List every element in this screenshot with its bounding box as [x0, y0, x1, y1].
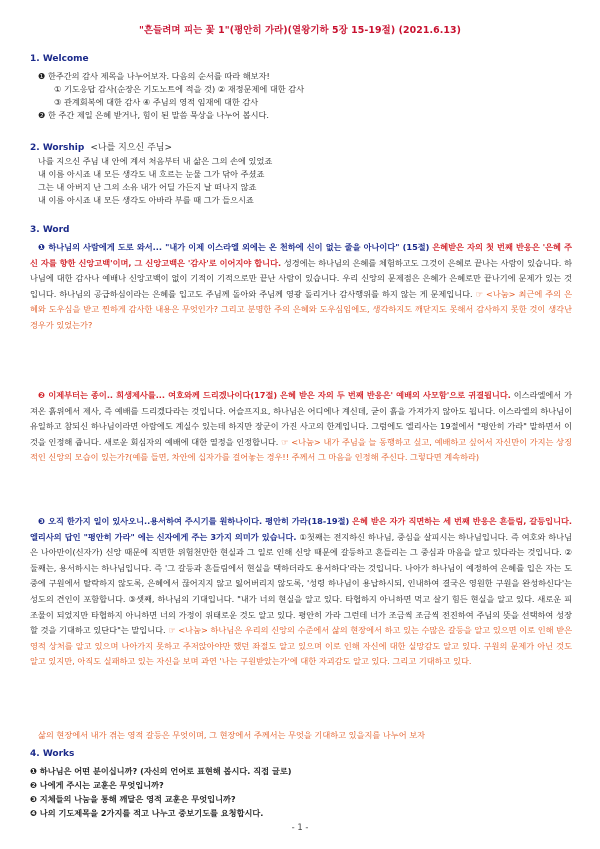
worship-lyric-3: 그는 내 아버지 난 그의 소유 내가 어딜 가든지 날 떠나지 않죠	[38, 182, 257, 192]
word-point-3-lead2: 은혜 받은 자가 직면하는 세 번째 반응은 흔들림, 갈등입니다.	[352, 516, 572, 526]
works-item-2: ❷ 나에게 주시는 교훈은 무엇입니까?	[30, 780, 164, 790]
word-point-1-highlight: '은혜 주신 자를 향한 신앙고백'이며, 그 신앙고백은 '감사'로 이어지야 합니다.	[30, 242, 573, 268]
welcome-line-3: ③ 관계회복에 대한 감사 ④ 주님의 영적 임재에 대한 감사	[54, 97, 259, 107]
page-number: - 1 -	[291, 822, 309, 832]
word-point-1-share: ☞ <나눔> 최근에 주의 은혜와 도우심을 받고 찐하게 감사한 내용은 무엇인가? 그리고 분명한 주의 은혜와 도우심임에도, 생각하지도 깨닫지도 못해서 감사하지 못한 것이 생각난 경우가 있었는가?	[30, 288, 572, 330]
worship-heading-text: 2. Worship	[30, 143, 85, 153]
works-item-1: ❶ 하나님은 어떤 분이십니까? (자신의 언어로 표현해 봅시다. 직접 글로)	[30, 766, 292, 776]
word-final-question: 삶의 현장에서 내가 겪는 영적 갈등은 무엇이며, 그 현장에서 주께서는 무엇을 기대하고 있을지를 나누어 보자	[38, 730, 426, 740]
worship-lyric-4: 내 이름 아시죠 내 모든 생각도 아바라 부를 때 그가 들으시죠	[38, 195, 254, 205]
word-point-2	[30, 388, 572, 466]
worship-lyric-1: 나를 지으신 주님 내 안에 계셔 처음부터 내 삶은 그의 손에 있었죠	[38, 156, 273, 166]
word-point-2-highlight: 은혜 받은 자의 두 번째 반응은' 예배의 사모함'으로 귀결됩니다.	[280, 390, 511, 400]
word-point-3-meaning: 엘리사의 답인 "평안히 가라" 에는 신자에게 주는 3가지 의미가 있습니다.	[30, 531, 297, 542]
word-point-1-body: 성경에는 하나님의 은혜를 체험하고도 그것이 은혜로 끝나는 사람이 있습니다. 하나님에 대한 감사나 예배나 신앙고백이 없이 기적이 기적으로만 끝난 사람이 있습니다. 우리 신앙의 문제점은 은혜가 은혜로만 끝나기에 문제가 있는 것입니다. 하나님의 공급하심이라는 은혜를 입고도 주님께 돌아와 주님께 영광 돌리거나 감사행위를 하지 않는 게 문제입니다.	[30, 257, 573, 299]
word-point-3	[30, 514, 572, 670]
word-point-1-lead: ❶ 하나님의 사람에게 도로 와서... "내가 이제 이스라엘 외에는 온 천하에 신이 없는 줄을 아나이다" (15절)	[38, 242, 430, 252]
welcome-line-4: ❷ 한 주간 제일 은혜 받거나, 힘이 된 말씀 묵상을 나누어 봅시다.	[38, 110, 269, 120]
worship-heading	[30, 140, 172, 153]
word-point-1	[30, 240, 572, 334]
works-item-3: ❸ 지체들의 나눔을 통해 깨달은 영적 교훈은 무엇입니까?	[30, 794, 236, 804]
word-point-2-share: ☞ <나눔> 내가 주님을 늘 동행하고 싶고, 예배하고 싶어서 자신만이 가지는 상징적인 신앙의 모습이 있는가?(예를 들면, 차안에 십자가를 걸어놓는 경우!! 주께서 그 마음을 인정해 주신다. 그렇다면 계속하라)	[30, 436, 573, 463]
page-title: "흔들려며 피는 꽃 1"(평안히 가라)(열왕기하 5장 15-19절) (2021.6.13)	[138, 25, 462, 36]
word-point-2-body: 이스라엘에서 가져온 흙위에서 제사, 즉 예배를 드리겠다라는 것입니다. 어슬프지요, 하나님은 어디에나 계신데, 굳이 흙을 가져가지 않아도 됩니다. 이스라엘의 하나님이 유일하고 참되신 하나님이라면 아람에도 계실수 있는데 하지만 장군이 가진 사고의 한계입니다. 그럼에도 엘리사는 19절에서 "평안히 가라" 말하면서 이것을 인정해 줍니다. 새로운 회심자의 예배에 대한 열정을 인정합니다.	[30, 390, 572, 447]
works-heading: 4. Works	[30, 749, 75, 759]
worship-lyric-2: 내 이름 아시죠 내 모든 생각도 내 흐르는 눈물 그가 닦아 주셨죠	[38, 169, 265, 179]
word-point-3-lead: ❸ 오직 한가지 일이 있사오니..용서하여 주시기를 원하나이다. 평안히 가라(18-19절)	[38, 516, 350, 526]
works-item-4: ❹ 나의 기도제목을 2가지를 적고 나누고 중보기도를 요청합시다.	[30, 808, 264, 818]
welcome-heading: 1. Welcome	[30, 54, 89, 64]
word-point-3-body: ①첫째는 전지하신 하나님, 중심을 살피시는 하나님입니다. 즉 여호와 하나님은 나아만이(신자가) 신앙 때문에 직면한 위험천만한 현실과 그 일로 인해 신앙 때문에 갈등하고 흔들리는 그 중심과 마음을 알고 있다라는 것입니다. ②둘째는, 용서하시는 하나님입니다. 즉 '그 갈등과 흔들림에서 현실을 택하더라도 용서하다'라는 것입니다. 나아가 하나님이 예정하여 은혜를 입은 자는 도중에 구원에서 탈락하지 않도록, 은혜에서 끊어지지 않고 잃어버리지 않도록, '성령 하나님이 용납하시되, 인내하여 결국은 영원한 구원을 완성하신다'는 성도의 견인이 포함합니다. ③셋째, 하나님의 기대입니다. "내가 너의 현실을 알고 있다. 타협하지 아니하면 먹고 살기 힘든 현실을 알고 있다. 새로운 피조물이 되었지만 타협하지 아니하면 너의 가정이 위태로운 것도 알고 있다. 평안히 가라 그런데 너가 조금씩 조금씩 전진하여 주님의 뜻을 선택하여 성장할 것을 기대하고 있단다"는 말입니다.	[30, 531, 573, 636]
welcome-line-1: ❶ 한주간의 감사 제목을 나누어보자. 다음의 순서를 따라 해보자!	[38, 71, 270, 81]
word-point-1-lead2: 은혜받은 자의 첫 번째 반응은	[432, 242, 540, 252]
word-point-2-lead: ❷ 이제부터는 종이.. 희생제사를... 여호와께 드리겠나이다(17절)	[38, 390, 278, 400]
word-point-3-share: ☞ <나눔> 하나님은 우리의 신앙의 수준에서 삶의 현장에서 하고 있는 수많은 갈등을 알고 있으면 이로 인해 받은 영적 상처를 알고 있으며 나아가지 못하고 주저앉아야만 했던 좌절도 알고 있으며 이로 인해 자신에 대한 실망감도 알고 있다. 구원의 문제가 아닌 것도 알고 있지만, 아직도 실패하고 있는 자신을 보며 과연 '나는 구원받았는가'에 대한 자괴감도 알고 있다. 그리고 기대하고 있다.	[30, 625, 573, 667]
worship-song-title: <나를 지으신 주님>	[90, 143, 173, 153]
welcome-line-2: ① 기도응답 감사(순장은 기도노트에 적을 것) ② 재정문제에 대한 감사	[54, 84, 305, 94]
word-heading: 3. Word	[30, 225, 70, 235]
